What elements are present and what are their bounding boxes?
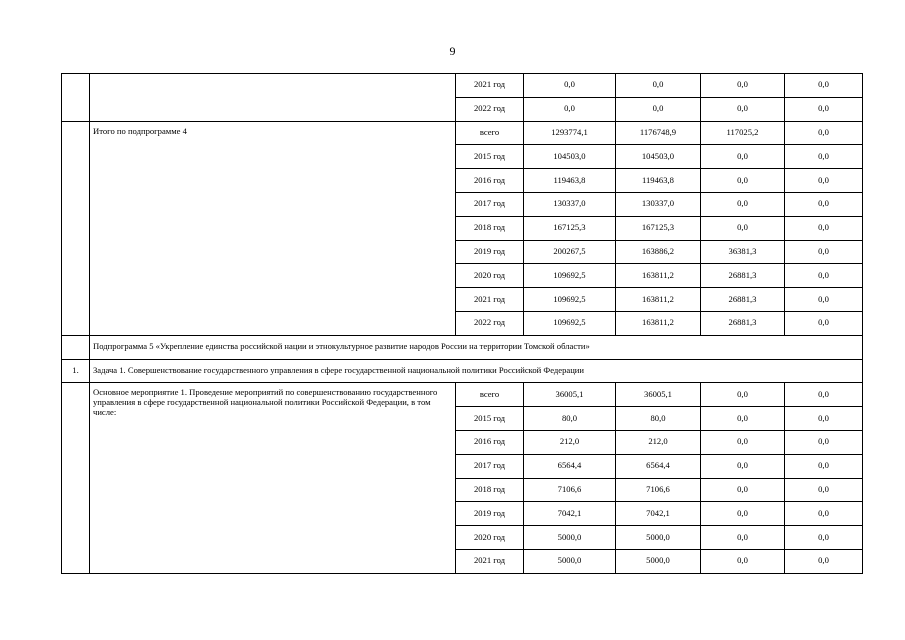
value-cell: 0,0	[616, 97, 701, 121]
value-cell: 0,0	[785, 454, 863, 478]
total-cell: 104503,0	[524, 145, 616, 169]
value-cell: 36005,1	[616, 383, 701, 407]
value-cell: 0,0	[785, 264, 863, 288]
total-cell: 200267,5	[524, 240, 616, 264]
row-number-cell: 1.	[62, 359, 90, 383]
page-number: 9	[449, 44, 456, 58]
total-cell: 7106,6	[524, 478, 616, 502]
value-cell: 0,0	[785, 526, 863, 550]
value-cell: 0,0	[616, 74, 701, 98]
value-cell: 0,0	[701, 74, 785, 98]
total-cell: 1293774,1	[524, 121, 616, 145]
year-cell: 2015 год	[456, 145, 524, 169]
year-cell: 2020 год	[456, 264, 524, 288]
value-cell: 0,0	[785, 288, 863, 312]
row-number-cell	[62, 121, 90, 335]
value-cell: 0,0	[701, 145, 785, 169]
row-name-cell: Основное мероприятие 1. Проведение мероприятий по совершенствованию государственного управления в сфере государственной национальной политики Российской Федерации, в том числе:	[90, 383, 456, 573]
task-row-text: Задача 1. Совершенствование государственного управления в сфере государственной национальной политики Российской Федерации	[90, 359, 863, 383]
row-name-cell: Итого по подпрограмме 4	[90, 121, 456, 335]
value-cell: 1176748,9	[616, 121, 701, 145]
value-cell: 117025,2	[701, 121, 785, 145]
year-cell: 2021 год	[456, 74, 524, 98]
total-cell: 212,0	[524, 430, 616, 454]
value-cell: 0,0	[785, 430, 863, 454]
value-cell: 6564,4	[616, 454, 701, 478]
value-cell: 80,0	[616, 407, 701, 431]
value-cell: 130337,0	[616, 192, 701, 216]
value-cell: 7042,1	[616, 502, 701, 526]
value-cell: 0,0	[785, 383, 863, 407]
value-cell: 5000,0	[616, 526, 701, 550]
value-cell: 0,0	[701, 192, 785, 216]
value-cell: 0,0	[701, 526, 785, 550]
value-cell: 0,0	[701, 502, 785, 526]
year-cell: 2022 год	[456, 97, 524, 121]
year-cell: 2017 год	[456, 192, 524, 216]
value-cell: 0,0	[785, 145, 863, 169]
total-cell: 109692,5	[524, 311, 616, 335]
value-cell: 0,0	[785, 407, 863, 431]
total-cell: 80,0	[524, 407, 616, 431]
total-cell: 130337,0	[524, 192, 616, 216]
value-cell: 163886,2	[616, 240, 701, 264]
task-row	[62, 359, 863, 383]
budget-table	[61, 73, 863, 574]
value-cell: 0,0	[785, 192, 863, 216]
value-cell: 163811,2	[616, 264, 701, 288]
value-cell: 0,0	[785, 240, 863, 264]
total-cell: 167125,3	[524, 216, 616, 240]
value-cell: 26881,3	[701, 311, 785, 335]
total-cell: 0,0	[524, 74, 616, 98]
year-cell: 2016 год	[456, 169, 524, 193]
subprogram-row	[62, 335, 863, 359]
value-cell: 163811,2	[616, 288, 701, 312]
value-cell: 5000,0	[616, 549, 701, 573]
value-cell: 167125,3	[616, 216, 701, 240]
value-cell: 36381,3	[701, 240, 785, 264]
value-cell: 0,0	[701, 383, 785, 407]
year-cell: 2018 год	[456, 478, 524, 502]
value-cell: 0,0	[701, 430, 785, 454]
year-cell: 2021 год	[456, 549, 524, 573]
value-cell: 0,0	[701, 478, 785, 502]
year-cell: 2022 год	[456, 311, 524, 335]
value-cell: 212,0	[616, 430, 701, 454]
row-number-cell	[62, 74, 90, 122]
total-cell: 5000,0	[524, 549, 616, 573]
value-cell: 0,0	[785, 169, 863, 193]
value-cell: 0,0	[785, 478, 863, 502]
total-cell: 5000,0	[524, 526, 616, 550]
subprogram-row-text: Подпрограмма 5 «Укрепление единства российской нации и этнокультурное развитие народов России на территории Томской области»	[90, 335, 863, 359]
table-body	[62, 74, 863, 574]
year-cell: 2021 год	[456, 288, 524, 312]
value-cell: 163811,2	[616, 311, 701, 335]
year-cell: 2015 год	[456, 407, 524, 431]
value-cell: 26881,3	[701, 288, 785, 312]
value-cell: 0,0	[701, 407, 785, 431]
row-number-cell	[62, 335, 90, 359]
value-cell: 0,0	[701, 169, 785, 193]
total-cell: 7042,1	[524, 502, 616, 526]
value-cell: 0,0	[785, 97, 863, 121]
year-cell: 2020 год	[456, 526, 524, 550]
value-cell: 0,0	[785, 502, 863, 526]
year-cell: 2019 год	[456, 502, 524, 526]
total-cell: 119463,8	[524, 169, 616, 193]
value-cell: 119463,8	[616, 169, 701, 193]
value-cell: 7106,6	[616, 478, 701, 502]
value-cell: 0,0	[701, 97, 785, 121]
total-cell: 0,0	[524, 97, 616, 121]
value-cell: 104503,0	[616, 145, 701, 169]
year-cell: 2019 год	[456, 240, 524, 264]
table-row	[62, 383, 863, 407]
value-cell: 0,0	[701, 549, 785, 573]
total-cell: 6564,4	[524, 454, 616, 478]
value-cell: 0,0	[701, 216, 785, 240]
value-cell: 0,0	[785, 121, 863, 145]
value-cell: 0,0	[785, 311, 863, 335]
table-row	[62, 121, 863, 145]
row-number-cell	[62, 383, 90, 573]
year-cell: 2018 год	[456, 216, 524, 240]
total-cell: 109692,5	[524, 264, 616, 288]
value-cell: 0,0	[785, 216, 863, 240]
row-name-cell	[90, 74, 456, 122]
value-cell: 26881,3	[701, 264, 785, 288]
year-cell: 2017 год	[456, 454, 524, 478]
total-cell: 36005,1	[524, 383, 616, 407]
year-cell: всего	[456, 383, 524, 407]
year-cell: 2016 год	[456, 430, 524, 454]
year-cell: всего	[456, 121, 524, 145]
value-cell: 0,0	[785, 74, 863, 98]
total-cell: 109692,5	[524, 288, 616, 312]
value-cell: 0,0	[701, 454, 785, 478]
table-row	[62, 74, 863, 98]
value-cell: 0,0	[785, 549, 863, 573]
